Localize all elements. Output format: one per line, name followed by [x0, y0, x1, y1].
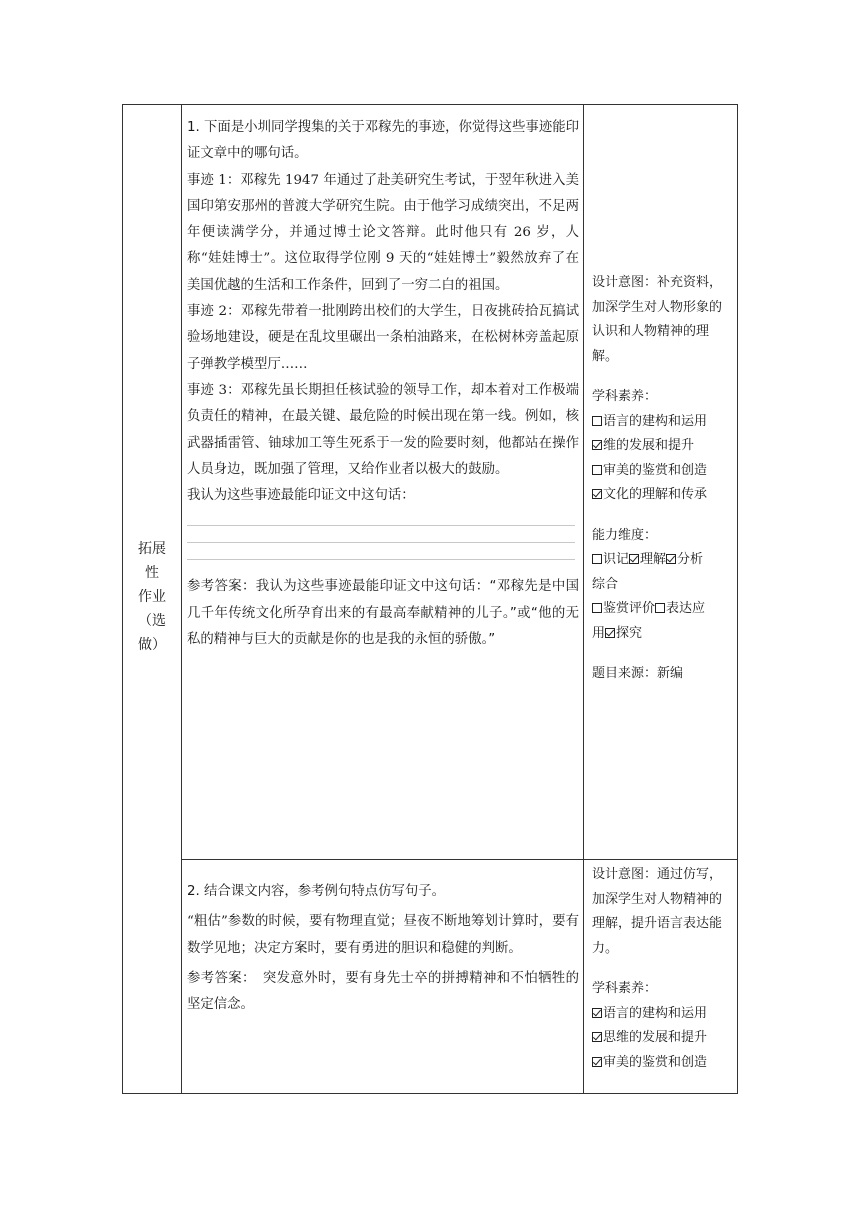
column-divider: [181, 105, 182, 1093]
category-line: 拓展: [138, 541, 166, 557]
checkbox-icon: [592, 554, 602, 564]
literacy-item: 文化的理解和传承: [592, 483, 734, 508]
task1-fact1: 事迹 1：邓稼先 1947 年通过了赴美研究生考试，于翌年秋进入美国印第安那州的普渡大学研究生院。由于他学习成绩突出，不足两年便读满学分，并通过博士论文答辩。此时他只有 26 岁，人称“娃娃博士”。这位取得学位刚 9 天的“娃娃博士”毅然放弃了在美国优越的生活和工作条件，回到了一穷二白的祖国。: [187, 172, 579, 293]
checkbox-icon: [655, 603, 665, 613]
literacy-item: 维的发展和提升: [592, 434, 734, 459]
category-line: 作业: [138, 589, 166, 605]
checked-checkbox-icon: [592, 1008, 602, 1018]
ability-line: 鉴赏评价 表达应: [592, 597, 734, 622]
checked-checkbox-icon: [605, 628, 615, 638]
task1-question: 1. 下面是小圳同学搜集的关于邓稼先的事迹，你觉得这些事迹能印证文章中的哪句话。: [187, 120, 579, 162]
literacy-title: 学科素养：: [592, 981, 658, 996]
row-divider: [181, 859, 737, 860]
task2-notes: [592, 863, 734, 1075]
ability-line: 综合: [592, 576, 619, 592]
ability-line: 识记 理解 分析: [592, 548, 734, 573]
literacy-item: 审美的鉴赏和创造: [592, 459, 734, 484]
task2-example: “粗估”参数的时候，要有物理直觉；昼夜不断地筹划计算时，要有数学见地；决定方案时，要有勇进的胆识和稳健的判断。: [187, 914, 579, 956]
task2-content: [187, 879, 579, 1018]
task1-prompt: 我认为这些事迹最能印证文中这句话：: [187, 488, 415, 504]
checkbox-icon: [592, 465, 602, 475]
assignment-table: [122, 104, 738, 1094]
task1-fact2: 事迹 2：邓稼先带着一批刚跨出校们的大学生，日夜挑砖拾瓦搞试验场地建设，硬是在乱坟里碾出一条柏油路来，在松树林旁盖起原子弹教学模型厅……: [187, 304, 579, 372]
question-source: 题目来源：新编: [592, 666, 684, 681]
category-label: [123, 537, 181, 657]
task1-content: [187, 115, 579, 653]
answer-line[interactable]: [187, 542, 575, 543]
checked-checkbox-icon: [592, 1032, 602, 1042]
design-intent: 设计意图：补充资料，加深学生对人物形象的认识和人物精神的理解。: [592, 275, 723, 364]
task2-question: 2. 结合课文内容，参考例句特点仿写句子。: [187, 884, 446, 899]
literacy-item: 思维的发展和提升: [592, 1026, 734, 1051]
category-line: 做）: [138, 637, 166, 653]
checked-checkbox-icon: [592, 489, 602, 499]
checked-checkbox-icon: [592, 1057, 602, 1067]
checked-checkbox-icon: [666, 554, 676, 564]
checked-checkbox-icon: [592, 440, 602, 450]
literacy-item: 审美的鉴赏和创造: [592, 1051, 734, 1076]
column-divider: [583, 105, 584, 1093]
category-line: 性: [145, 565, 159, 581]
task2-answer: 参考答案： 突发意外时，要有身先士卒的拼搏精神和不怕牺牲的坚定信念。: [187, 970, 579, 1013]
literacy-item: 语言的建构和运用: [592, 1002, 734, 1027]
category-line: （选: [138, 613, 166, 629]
ability-line: 用 探究: [592, 625, 643, 641]
task1-notes: [592, 271, 734, 687]
answer-line[interactable]: [187, 559, 575, 560]
literacy-item: 语言的建构和运用: [592, 410, 734, 435]
checkbox-icon: [592, 603, 602, 613]
design-intent: 设计意图：通过仿写，加深学生对人物精神的理解，提升语言表达能力。: [592, 867, 723, 956]
task1-fact3: 事迹 3：邓稼先虽长期担任核试验的领导工作，却本着对工作极端负责任的精神，在最关键、最危险的时候出现在第一线。例如，核武器插雷管、铀球加工等生死系于一发的险要时刻，他都站在操作人员身边，既加强了管理，又给作业者以极大的鼓励。: [187, 382, 579, 477]
task1-answer: 参考答案：我认为这些事迹最能印证文中这句话：“邓稼先是中国几千年传统文化所孕育出来的有最高奉献精神的儿子。”或“他的无私的精神与巨大的贡献是你的也是我的永恒的骄傲。”: [187, 579, 579, 648]
answer-line[interactable]: [187, 525, 575, 526]
ability-title: 能力维度：: [592, 527, 658, 543]
checked-checkbox-icon: [629, 554, 639, 564]
literacy-title: 学科素养：: [592, 389, 658, 404]
checkbox-icon: [592, 416, 602, 426]
